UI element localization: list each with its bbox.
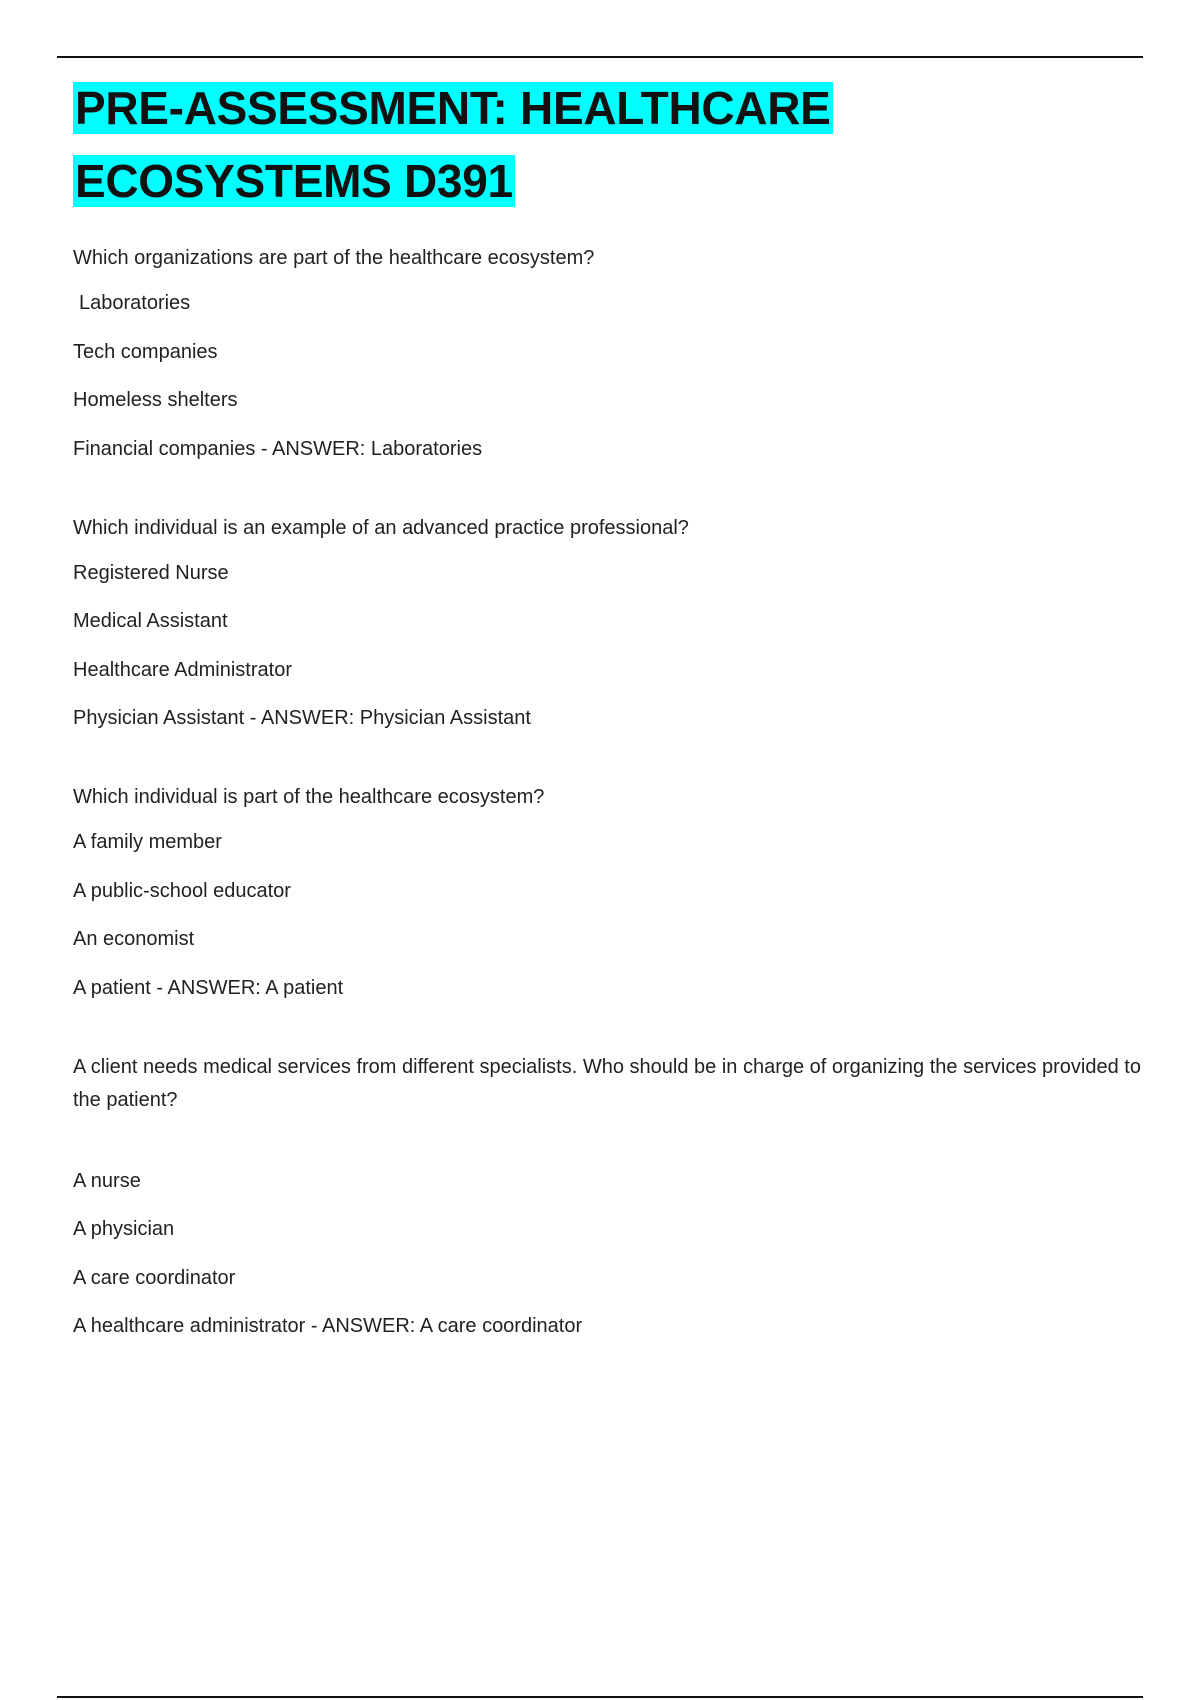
answer-option-with-answer: A patient - ANSWER: A patient [73, 976, 344, 999]
answer-option: Tech companies [73, 340, 218, 363]
question-block-3 [73, 781, 1153, 1005]
top-rule [57, 56, 1143, 58]
answer-option: A care coordinator [73, 1266, 236, 1289]
answer-option: Laboratories [79, 292, 191, 314]
question-block-1 [73, 242, 1153, 466]
answer-option: An economist [73, 928, 195, 950]
answer-option: Medical Assistant [73, 610, 228, 632]
answer-option-with-answer: A healthcare administrator - ANSWER: A care coordinator [73, 1315, 583, 1337]
answer-option: Homeless shelters [73, 389, 238, 411]
answer-option-with-answer: Physician Assistant - ANSWER: Physician Assistant [73, 707, 531, 729]
answer-option: A nurse [73, 1169, 141, 1192]
title-highlight: PRE-ASSESSMENT: HEALTHCARE ECOSYSTEMS D391 [75, 82, 831, 207]
answer-option: A family member [73, 831, 222, 853]
answer-option: Registered Nurse [73, 561, 229, 584]
document-body [73, 72, 1153, 1389]
document-title [73, 72, 1153, 218]
question-text: Which individual is an example of an advanced practice professional? [73, 516, 689, 539]
question-text: A client needs medical services from different specialists. Who should be in charge of organizing the services provided to the patient? [73, 1055, 1141, 1111]
answer-option: A public-school educator [73, 879, 291, 902]
answer-option: Healthcare Administrator [73, 658, 292, 681]
question-text: Which organizations are part of the healthcare ecosystem? [73, 247, 595, 269]
bottom-rule [57, 1696, 1143, 1698]
answer-option: A physician [73, 1218, 175, 1240]
question-text: Which individual is part of the healthcare ecosystem? [73, 786, 545, 808]
question-block-2 [73, 512, 1153, 736]
answer-option-with-answer: Financial companies - ANSWER: Laboratories [73, 437, 483, 460]
question-block-4 [73, 1051, 1153, 1344]
